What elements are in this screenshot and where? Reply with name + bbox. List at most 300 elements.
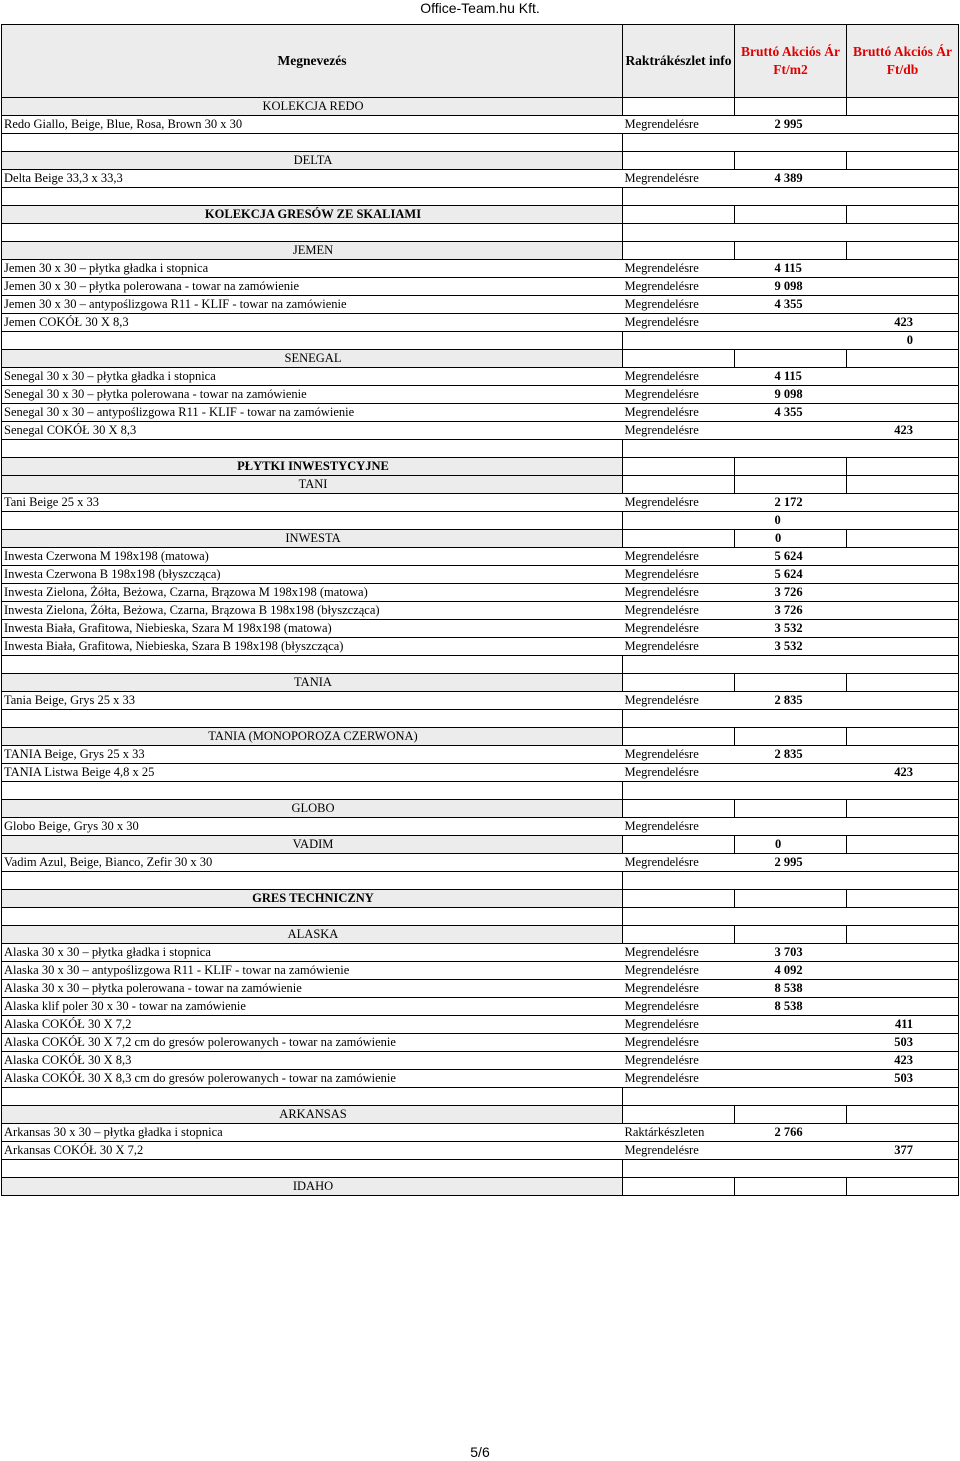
table-row <box>2 944 959 962</box>
product-name: Alaska 30 x 30 – płytka gładka i stopnica <box>2 944 623 962</box>
stock-status: Megrendelésre <box>623 620 735 638</box>
price-m2: 4 355 <box>735 404 847 422</box>
section-header-row <box>2 674 959 692</box>
empty-cell <box>623 1160 735 1178</box>
section-header-row <box>2 476 959 494</box>
table-row <box>2 170 959 188</box>
table-row <box>2 278 959 296</box>
empty-cell <box>623 512 735 530</box>
product-name: Senegal 30 x 30 – płytka polerowana - towar na zamówienie <box>2 386 623 404</box>
empty-cell <box>623 530 735 548</box>
section-title: GRES TECHNICZNY <box>2 890 623 908</box>
stock-status: Megrendelésre <box>623 998 735 1016</box>
empty-cell <box>847 656 959 674</box>
price-m2 <box>735 1142 847 1160</box>
empty-cell <box>623 800 735 818</box>
empty-cell <box>735 332 847 350</box>
price-db <box>847 818 959 836</box>
price-table <box>1 24 959 1196</box>
product-name: Tani Beige 25 x 33 <box>2 494 623 512</box>
empty-cell <box>623 134 735 152</box>
stock-status: Megrendelésre <box>623 944 735 962</box>
spacer-row <box>2 872 959 890</box>
spacer-row <box>2 224 959 242</box>
section-title: ARKANSAS <box>2 1106 623 1124</box>
empty-cell <box>847 206 959 224</box>
table-row <box>2 962 959 980</box>
empty-cell <box>2 710 623 728</box>
stock-status: Megrendelésre <box>623 368 735 386</box>
table-row <box>2 260 959 278</box>
product-name: TANIA Beige, Grys 25 x 33 <box>2 746 623 764</box>
stock-status: Megrendelésre <box>623 494 735 512</box>
empty-cell <box>735 458 847 476</box>
value-row <box>2 512 959 530</box>
spacer-row <box>2 782 959 800</box>
price-db: 423 <box>847 314 959 332</box>
empty-cell <box>623 440 735 458</box>
product-name: Vadim Azul, Beige, Bianco, Zefir 30 x 30 <box>2 854 623 872</box>
price-m2: 3 532 <box>735 620 847 638</box>
stock-status: Megrendelésre <box>623 566 735 584</box>
price-m2 <box>735 764 847 782</box>
empty-cell <box>847 890 959 908</box>
empty-cell <box>735 1178 847 1196</box>
product-name: Delta Beige 33,3 x 33,3 <box>2 170 623 188</box>
empty-cell <box>847 872 959 890</box>
price-m2 <box>735 1034 847 1052</box>
table-row <box>2 1016 959 1034</box>
empty-cell <box>735 656 847 674</box>
empty-cell <box>847 1106 959 1124</box>
empty-cell <box>2 134 623 152</box>
value-cell: 0 <box>847 332 959 350</box>
product-name: Senegal 30 x 30 – płytka gładka i stopnica <box>2 368 623 386</box>
section-title: TANIA (MONOPOROZA CZERWONA) <box>2 728 623 746</box>
stock-status: Megrendelésre <box>623 1070 735 1088</box>
product-name: Senegal 30 x 30 – antypoślizgowa R11 - KLIF - towar na zamówienie <box>2 404 623 422</box>
empty-cell <box>735 224 847 242</box>
price-db <box>847 620 959 638</box>
value-row <box>2 332 959 350</box>
spacer-row <box>2 710 959 728</box>
empty-cell <box>623 728 735 746</box>
section-title: VADIM <box>2 836 623 854</box>
empty-cell <box>2 512 623 530</box>
table-header-row <box>2 25 959 98</box>
spacer-row <box>2 1088 959 1106</box>
spacer-row <box>2 134 959 152</box>
stock-status: Raktárkészleten <box>623 1124 735 1142</box>
stock-status: Megrendelésre <box>623 1052 735 1070</box>
product-name: Jemen 30 x 30 – antypoślizgowa R11 - KLIF - towar na zamówienie <box>2 296 623 314</box>
price-m2 <box>735 314 847 332</box>
price-m2: 3 726 <box>735 584 847 602</box>
empty-cell <box>2 872 623 890</box>
section-header-row <box>2 728 959 746</box>
empty-cell <box>623 152 735 170</box>
section-header-row <box>2 152 959 170</box>
empty-cell <box>623 188 735 206</box>
price-db <box>847 404 959 422</box>
empty-cell <box>847 782 959 800</box>
price-m2: 4 115 <box>735 368 847 386</box>
empty-cell <box>847 188 959 206</box>
product-name: Alaska COKÓŁ 30 X 7,2 <box>2 1016 623 1034</box>
empty-cell <box>735 1160 847 1178</box>
product-name: Alaska COKÓŁ 30 X 7,2 cm do gresów polerowanych - towar na zamówienie <box>2 1034 623 1052</box>
stock-status: Megrendelésre <box>623 116 735 134</box>
product-name: Alaska COKÓŁ 30 X 8,3 <box>2 1052 623 1070</box>
section-header-row <box>2 800 959 818</box>
price-db: 423 <box>847 422 959 440</box>
section-header-row <box>2 458 959 476</box>
price-db <box>847 386 959 404</box>
price-db: 411 <box>847 1016 959 1034</box>
section-header-row <box>2 1178 959 1196</box>
table-row <box>2 422 959 440</box>
price-db <box>847 602 959 620</box>
value-cell: 0 <box>735 512 847 530</box>
empty-cell <box>2 188 623 206</box>
empty-cell <box>2 656 623 674</box>
price-db <box>847 170 959 188</box>
empty-cell <box>735 242 847 260</box>
empty-cell <box>847 908 959 926</box>
stock-status: Megrendelésre <box>623 764 735 782</box>
table-row <box>2 1034 959 1052</box>
stock-status: Megrendelésre <box>623 818 735 836</box>
empty-cell <box>2 908 623 926</box>
price-db <box>847 998 959 1016</box>
empty-cell <box>623 206 735 224</box>
table-body <box>2 98 959 1196</box>
price-m2: 2 766 <box>735 1124 847 1142</box>
empty-cell <box>623 782 735 800</box>
spacer-row <box>2 656 959 674</box>
page-number: 5/6 <box>470 1444 490 1460</box>
price-m2: 4 115 <box>735 260 847 278</box>
price-db: 423 <box>847 1052 959 1070</box>
price-m2: 5 624 <box>735 548 847 566</box>
empty-cell <box>847 1178 959 1196</box>
empty-cell <box>623 224 735 242</box>
stock-status: Megrendelésre <box>623 602 735 620</box>
empty-cell <box>623 926 735 944</box>
empty-cell <box>623 656 735 674</box>
section-header-row <box>2 926 959 944</box>
price-m2: 8 538 <box>735 998 847 1016</box>
product-name: Inwesta Czerwona M 198x198 (matowa) <box>2 548 623 566</box>
empty-cell <box>735 674 847 692</box>
stock-status: Megrendelésre <box>623 422 735 440</box>
product-name: Inwesta Zielona, Żółta, Beżowa, Czarna, Brązowa M 198x198 (matowa) <box>2 584 623 602</box>
section-title: GLOBO <box>2 800 623 818</box>
empty-cell <box>735 206 847 224</box>
spacer-row <box>2 188 959 206</box>
empty-cell <box>847 728 959 746</box>
empty-cell <box>847 926 959 944</box>
section-title: JEMEN <box>2 242 623 260</box>
empty-cell <box>623 458 735 476</box>
empty-cell <box>847 1088 959 1106</box>
empty-cell <box>623 908 735 926</box>
product-name: Alaska COKÓŁ 30 X 8,3 cm do gresów polerowanych - towar na zamówienie <box>2 1070 623 1088</box>
empty-cell <box>735 782 847 800</box>
empty-cell <box>735 188 847 206</box>
empty-cell <box>847 530 959 548</box>
table-row <box>2 602 959 620</box>
section-title: KOLEKCJA REDO <box>2 98 623 116</box>
price-m2 <box>735 1052 847 1070</box>
stock-status: Megrendelésre <box>623 314 735 332</box>
section-title: INWESTA <box>2 530 623 548</box>
price-m2: 3 703 <box>735 944 847 962</box>
table-row <box>2 1052 959 1070</box>
empty-cell <box>735 926 847 944</box>
table-row <box>2 1142 959 1160</box>
stock-status: Megrendelésre <box>623 296 735 314</box>
section-header-row <box>2 98 959 116</box>
table-row <box>2 548 959 566</box>
empty-cell <box>623 242 735 260</box>
price-m2: 3 532 <box>735 638 847 656</box>
header-price-m2: Bruttó Akciós Ár Ft/m2 <box>735 25 847 98</box>
stock-status: Megrendelésre <box>623 260 735 278</box>
product-name: Redo Giallo, Beige, Blue, Rosa, Brown 30 x 30 <box>2 116 623 134</box>
empty-cell <box>847 224 959 242</box>
stock-status: Megrendelésre <box>623 170 735 188</box>
spacer-row <box>2 1160 959 1178</box>
table-row <box>2 980 959 998</box>
price-db <box>847 494 959 512</box>
empty-cell <box>735 350 847 368</box>
empty-cell <box>847 242 959 260</box>
price-m2: 5 624 <box>735 566 847 584</box>
stock-status: Megrendelésre <box>623 1142 735 1160</box>
empty-cell <box>847 98 959 116</box>
table-row <box>2 1070 959 1088</box>
section-title: KOLEKCJA GRESÓW ZE SKALIAMI <box>2 206 623 224</box>
stock-status: Megrendelésre <box>623 638 735 656</box>
empty-cell <box>735 1106 847 1124</box>
section-header-row <box>2 206 959 224</box>
section-title: TANI <box>2 476 623 494</box>
empty-cell <box>623 350 735 368</box>
table-row <box>2 386 959 404</box>
product-name: TANIA Listwa Beige 4,8 x 25 <box>2 764 623 782</box>
price-db <box>847 566 959 584</box>
empty-cell <box>623 836 735 854</box>
company-title: Office-Team.hu Kft. <box>420 0 540 16</box>
table-row <box>2 1124 959 1142</box>
price-db <box>847 980 959 998</box>
empty-cell <box>847 674 959 692</box>
price-m2: 9 098 <box>735 386 847 404</box>
empty-cell <box>623 872 735 890</box>
value-cell: 0 <box>735 836 847 854</box>
product-name: Arkansas COKÓŁ 30 X 7,2 <box>2 1142 623 1160</box>
empty-cell <box>847 476 959 494</box>
table-row <box>2 368 959 386</box>
table-row <box>2 764 959 782</box>
section-title: SENEGAL <box>2 350 623 368</box>
price-db <box>847 548 959 566</box>
price-m2: 2 835 <box>735 746 847 764</box>
empty-cell <box>2 1160 623 1178</box>
empty-cell <box>2 332 623 350</box>
empty-cell <box>623 710 735 728</box>
section-title: DELTA <box>2 152 623 170</box>
empty-cell <box>847 350 959 368</box>
price-db <box>847 368 959 386</box>
header-price-db: Bruttó Akciós Ár Ft/db <box>847 25 959 98</box>
price-db <box>847 854 959 872</box>
empty-cell <box>2 440 623 458</box>
table-row <box>2 818 959 836</box>
table-row <box>2 494 959 512</box>
table-row <box>2 854 959 872</box>
price-db: 423 <box>847 764 959 782</box>
empty-cell <box>623 1106 735 1124</box>
price-db <box>847 944 959 962</box>
product-name: Inwesta Zielona, Żółta, Beżowa, Czarna, Brązowa B 198x198 (błyszcząca) <box>2 602 623 620</box>
empty-cell <box>623 1178 735 1196</box>
empty-cell <box>2 782 623 800</box>
price-db: 377 <box>847 1142 959 1160</box>
stock-status: Megrendelésre <box>623 548 735 566</box>
empty-cell <box>847 440 959 458</box>
price-m2 <box>735 1070 847 1088</box>
product-name: Globo Beige, Grys 30 x 30 <box>2 818 623 836</box>
empty-cell <box>2 224 623 242</box>
price-m2 <box>735 1016 847 1034</box>
price-db <box>847 116 959 134</box>
price-db <box>847 1124 959 1142</box>
table-row <box>2 746 959 764</box>
empty-cell <box>2 1088 623 1106</box>
price-m2: 4 355 <box>735 296 847 314</box>
table-row <box>2 296 959 314</box>
value-cell: 0 <box>735 530 847 548</box>
table-row <box>2 998 959 1016</box>
price-db <box>847 638 959 656</box>
empty-cell <box>735 440 847 458</box>
table-row <box>2 584 959 602</box>
price-db <box>847 296 959 314</box>
table-row <box>2 404 959 422</box>
price-db <box>847 278 959 296</box>
stock-status: Megrendelésre <box>623 1016 735 1034</box>
price-m2: 4 092 <box>735 962 847 980</box>
product-name: Alaska klif poler 30 x 30 - towar na zamówienie <box>2 998 623 1016</box>
price-db <box>847 746 959 764</box>
product-name: Senegal COKÓŁ 30 X 8,3 <box>2 422 623 440</box>
price-m2 <box>735 422 847 440</box>
stock-status: Megrendelésre <box>623 854 735 872</box>
empty-cell <box>735 890 847 908</box>
empty-cell <box>735 800 847 818</box>
empty-cell <box>623 98 735 116</box>
stock-status: Megrendelésre <box>623 1034 735 1052</box>
empty-cell <box>847 836 959 854</box>
empty-cell <box>735 98 847 116</box>
price-m2: 2 995 <box>735 116 847 134</box>
table-row <box>2 620 959 638</box>
empty-cell <box>847 134 959 152</box>
price-db <box>847 692 959 710</box>
empty-cell <box>735 1088 847 1106</box>
empty-cell <box>623 332 735 350</box>
empty-cell <box>623 1088 735 1106</box>
product-name: Jemen 30 x 30 – płytka gładka i stopnica <box>2 260 623 278</box>
empty-cell <box>735 728 847 746</box>
stock-status: Megrendelésre <box>623 746 735 764</box>
stock-status: Megrendelésre <box>623 692 735 710</box>
empty-cell <box>847 152 959 170</box>
empty-cell <box>735 872 847 890</box>
stock-status: Megrendelésre <box>623 584 735 602</box>
empty-cell <box>847 512 959 530</box>
price-m2: 4 389 <box>735 170 847 188</box>
product-name: Inwesta Biała, Grafitowa, Niebieska, Szara M 198x198 (matowa) <box>2 620 623 638</box>
section-header-row <box>2 242 959 260</box>
section-title: IDAHO <box>2 1178 623 1196</box>
price-m2: 2 172 <box>735 494 847 512</box>
empty-cell <box>847 710 959 728</box>
stock-status: Megrendelésre <box>623 386 735 404</box>
price-db <box>847 962 959 980</box>
product-name: Inwesta Czerwona B 198x198 (błyszcząca) <box>2 566 623 584</box>
price-db <box>847 584 959 602</box>
product-name: Jemen 30 x 30 – płytka polerowana - towar na zamówienie <box>2 278 623 296</box>
empty-cell <box>623 674 735 692</box>
price-db <box>847 260 959 278</box>
spacer-row <box>2 440 959 458</box>
product-name: Tania Beige, Grys 25 x 33 <box>2 692 623 710</box>
header-name: Megnevezés <box>2 25 623 98</box>
section-title: ALASKA <box>2 926 623 944</box>
empty-cell <box>623 890 735 908</box>
table-row <box>2 566 959 584</box>
price-m2: 2 995 <box>735 854 847 872</box>
stock-status: Megrendelésre <box>623 980 735 998</box>
stock-status: Megrendelésre <box>623 278 735 296</box>
section-title: TANIA <box>2 674 623 692</box>
price-m2: 3 726 <box>735 602 847 620</box>
product-name: Alaska 30 x 30 – płytka polerowana - towar na zamówienie <box>2 980 623 998</box>
empty-cell <box>847 1160 959 1178</box>
header-stock: Raktrákészlet info <box>623 25 735 98</box>
empty-cell <box>735 152 847 170</box>
product-name: Alaska 30 x 30 – antypoślizgowa R11 - KLIF - towar na zamówienie <box>2 962 623 980</box>
price-m2: 9 098 <box>735 278 847 296</box>
product-name: Inwesta Biała, Grafitowa, Niebieska, Szara B 198x198 (błyszcząca) <box>2 638 623 656</box>
section-header-row <box>2 530 959 548</box>
empty-cell <box>735 908 847 926</box>
spacer-row <box>2 908 959 926</box>
section-header-row <box>2 836 959 854</box>
empty-cell <box>735 134 847 152</box>
section-title: PŁYTKI INWESTYCYJNE <box>2 458 623 476</box>
table-row <box>2 692 959 710</box>
empty-cell <box>847 458 959 476</box>
stock-status: Megrendelésre <box>623 962 735 980</box>
price-db: 503 <box>847 1034 959 1052</box>
table-row <box>2 116 959 134</box>
price-m2 <box>735 818 847 836</box>
empty-cell <box>735 476 847 494</box>
